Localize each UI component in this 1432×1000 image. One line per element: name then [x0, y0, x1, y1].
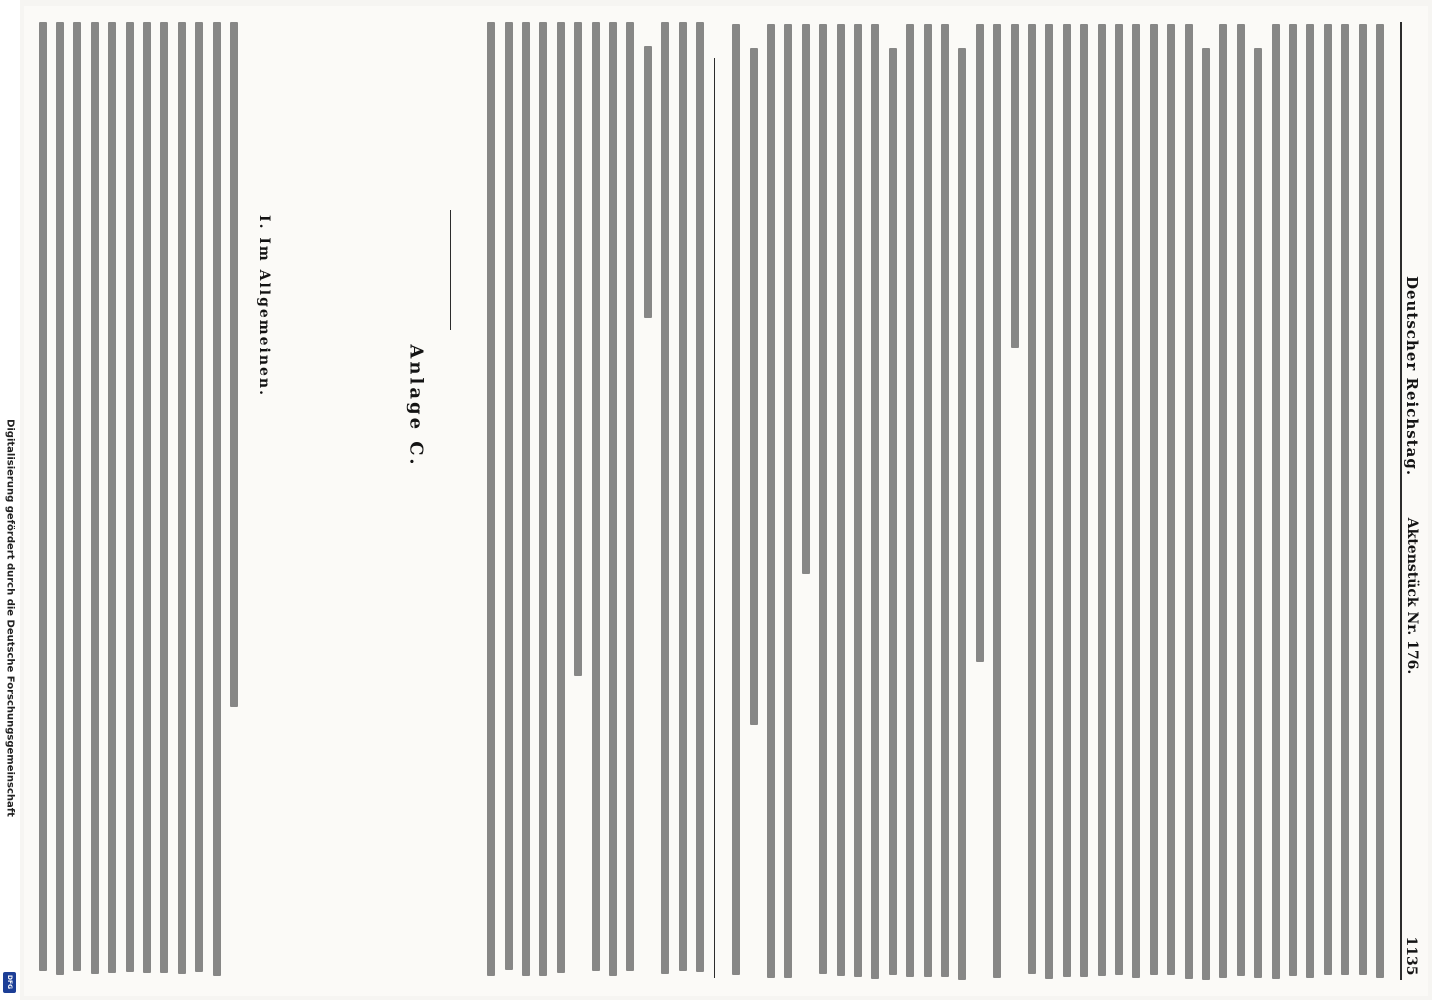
scanned-page — [24, 6, 1428, 996]
text-line — [178, 22, 186, 974]
text-line — [108, 22, 116, 973]
text-line — [784, 24, 792, 978]
dfg-logo: DFG — [3, 972, 16, 993]
text-line — [837, 24, 845, 976]
text-line — [73, 22, 81, 971]
text-line — [522, 22, 530, 976]
text-line — [696, 22, 704, 972]
text-line — [626, 22, 634, 971]
text-line — [1080, 24, 1088, 977]
text-line — [958, 48, 966, 980]
text-line — [732, 24, 740, 975]
text-line — [1098, 24, 1106, 976]
text-line — [143, 22, 151, 973]
text-line — [1028, 24, 1036, 974]
text-line — [195, 22, 203, 972]
anlage-heading: Anlage C. — [405, 344, 427, 468]
text-line — [56, 22, 64, 975]
text-line — [230, 22, 238, 707]
page-number: 1135 — [1403, 936, 1419, 976]
text-line — [889, 48, 897, 975]
text-line — [91, 22, 99, 974]
text-line — [1289, 24, 1297, 976]
text-line — [924, 24, 932, 977]
text-line — [1132, 24, 1140, 978]
text-line — [1063, 24, 1071, 977]
text-line — [1219, 24, 1227, 978]
text-line — [1150, 24, 1158, 975]
journal-title: Deutscher Reichstag. — [1403, 275, 1421, 477]
text-line — [1324, 24, 1332, 975]
text-line — [976, 24, 984, 662]
text-line — [1167, 24, 1175, 975]
attachment-number: Aktenstück Nr. 176. — [1404, 517, 1420, 675]
text-line — [1272, 24, 1280, 979]
text-line — [802, 24, 810, 574]
text-line — [819, 24, 827, 974]
header-rule — [1400, 22, 1402, 980]
text-line — [505, 22, 513, 970]
text-line — [1202, 48, 1210, 980]
text-line — [126, 22, 134, 972]
text-line — [1237, 24, 1245, 976]
text-line — [1254, 48, 1262, 978]
text-line — [1376, 24, 1384, 978]
text-line — [854, 24, 862, 977]
text-line — [539, 22, 547, 976]
text-line — [39, 22, 47, 971]
text-line — [1306, 24, 1314, 978]
digitization-credit-margin — [0, 0, 20, 1000]
text-line — [592, 22, 600, 971]
text-line — [557, 22, 565, 973]
text-line — [661, 22, 669, 974]
digitization-credit: Digitalisierung gefördert durch die Deutsche Forschungsgemeinschaft — [4, 419, 16, 817]
text-line — [906, 24, 914, 977]
text-line — [871, 24, 879, 979]
text-line — [679, 22, 687, 971]
text-line — [609, 22, 617, 976]
text-line — [750, 48, 758, 725]
text-line — [213, 22, 221, 976]
text-line — [767, 24, 775, 978]
text-line — [1359, 24, 1367, 975]
text-line — [1045, 24, 1053, 979]
section-divider — [450, 210, 451, 330]
text-line — [993, 24, 1001, 978]
text-line — [1341, 24, 1349, 975]
text-line — [1115, 24, 1123, 975]
text-line — [160, 22, 168, 973]
text-line — [1185, 24, 1193, 979]
text-line — [941, 24, 949, 977]
column-rule — [714, 58, 715, 978]
section-heading: I. Im Allgemeinen. — [256, 215, 272, 397]
text-line — [644, 46, 652, 318]
text-line — [574, 22, 582, 676]
text-line — [487, 22, 495, 976]
text-line — [1011, 24, 1019, 348]
